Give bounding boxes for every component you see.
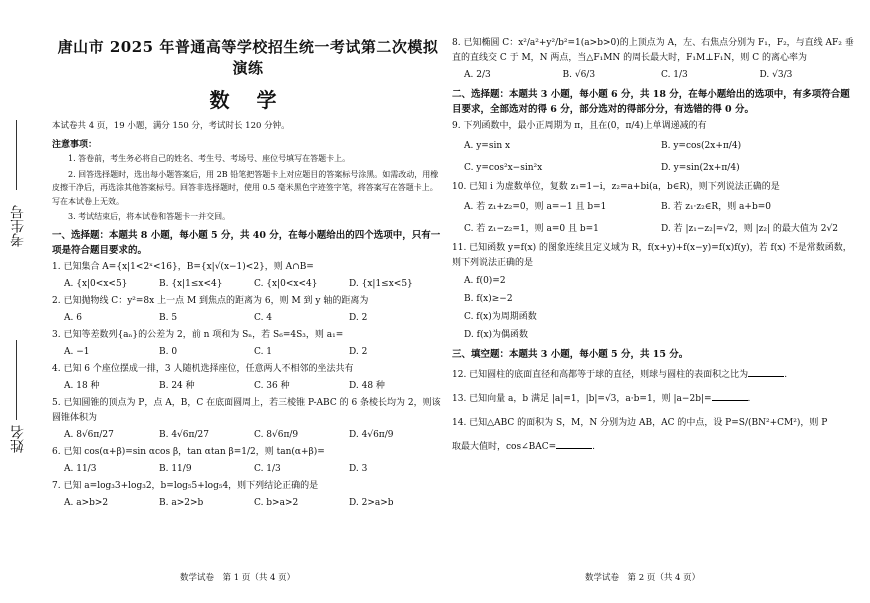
notice-heading: 注意事项： bbox=[52, 140, 98, 150]
option: A. 18 种 bbox=[64, 380, 100, 391]
question-4: 4. 已知 6 个座位摆成一排，3 人随机选择座位，任意两人不相邻的坐法共有 bbox=[52, 363, 354, 374]
question-3: 3. 已知等差数列{aₙ}的公差为 2，前 n 项和为 Sₙ，若 S₆=4S₃，则 a₁= bbox=[52, 329, 344, 340]
section-3-heading: 三、填空题：本题共 3 小题，每小题 5 分，共 15 分。 bbox=[452, 349, 689, 360]
notice-item: 3. 考试结束后，将本试卷和答题卡一并交回。 bbox=[68, 212, 231, 221]
option: A. f(0)=2 bbox=[464, 276, 506, 286]
subject-title: 数 学 bbox=[209, 88, 287, 112]
option: D. {x|1≤x<5} bbox=[349, 278, 413, 289]
option: B. √6/3 bbox=[562, 70, 596, 80]
student-id-label: 考生号 bbox=[10, 205, 26, 247]
option: D. 2>a>b bbox=[349, 497, 394, 508]
name-line bbox=[16, 340, 17, 420]
footer-page-1: 数学试卷 第 1 页（共 4 页） bbox=[180, 573, 296, 583]
option: A. −1 bbox=[64, 346, 90, 357]
options-4 bbox=[52, 379, 444, 394]
question-12: 12. 已知圆柱的底面直径和高都等于球的直径，则球与圆柱的表面积之比为 . bbox=[452, 364, 858, 386]
options-10-row-2 bbox=[452, 219, 858, 239]
options-7 bbox=[52, 496, 444, 511]
option: B. {x|1≤x<4} bbox=[159, 278, 223, 289]
option: B. 4√6π/27 bbox=[159, 429, 209, 440]
option: D. √3/3 bbox=[759, 70, 793, 80]
question-14: 14. 已知△ABC 的面积为 S，M，N 分别为边 AB，AC 的中点，设 P=S/(BN²+CM²)，则 P bbox=[452, 418, 828, 428]
option: D. 4√6π/9 bbox=[349, 429, 394, 440]
answer-blank bbox=[712, 391, 748, 401]
options-8 bbox=[452, 68, 858, 83]
options-9-row-2 bbox=[452, 158, 858, 178]
option: D. 3 bbox=[349, 463, 368, 474]
exam-meta: 本试卷共 4 页，19 小题，满分 150 分，考试时长 120 分钟。 bbox=[52, 121, 290, 131]
options-1 bbox=[52, 277, 444, 292]
right-column bbox=[452, 0, 858, 458]
option: A. 11/3 bbox=[64, 463, 97, 474]
option: C. 1/3 bbox=[661, 70, 688, 80]
option: C. 1/3 bbox=[254, 463, 281, 474]
option: B. 5 bbox=[159, 312, 178, 323]
option: A. 8√6π/27 bbox=[64, 429, 114, 440]
name-label: 姓名 bbox=[10, 425, 26, 453]
options-10-row-1 bbox=[452, 197, 858, 217]
question-10: 10. 已知 i 为虚数单位，复数 z₁=1−i，z₂=a+bi(a，b∈R)，则下列说法正确的是 bbox=[452, 182, 780, 192]
question-7: 7. 已知 a=log₃3+log₃2，b=log₅5+log₅4，则下列结论正确的是 bbox=[52, 480, 319, 491]
option: C. 1 bbox=[254, 346, 273, 357]
option: D. 48 种 bbox=[349, 380, 385, 391]
option: D. f(x)为偶函数 bbox=[464, 330, 529, 340]
options-2 bbox=[52, 311, 444, 326]
question-13: 13. 已知向量 a，b 满足 |a|=1，|b|=√3，a·b=1，则 |a−2b|= . bbox=[452, 388, 858, 410]
section-2-heading: 二、选择题：本题共 3 小题，每小题 6 分，共 18 分，在每小题给出的选项中，有多项符合题目要求，全部选对的得 6 分，部分选对的得部分分，有选错的得 0 分。 bbox=[452, 89, 850, 115]
section-1-heading: 一、选择题：本题共 8 小题，每小题 5 分，共 40 分，在每小题给出的四个选项中，只有一项是符合题目要求的。 bbox=[52, 229, 441, 256]
binding-margin bbox=[0, 0, 42, 603]
question-13-stem: 13. 已知向量 a，b 满足 |a|=1，|b|=√3，a·b=1，则 |a−2b|= bbox=[452, 394, 712, 404]
question-9: 9. 下列函数中，最小正周期为 π，且在(0，π/4)上单调递减的有 bbox=[452, 121, 707, 131]
option: C. f(x)为周期函数 bbox=[464, 312, 537, 322]
option: C. y=cos²x−sin²x bbox=[464, 163, 543, 173]
option: A. {x|0<x<5} bbox=[64, 278, 128, 289]
option: C. {x|0<x<4} bbox=[254, 278, 318, 289]
answer-blank bbox=[556, 439, 592, 449]
option: B. 24 种 bbox=[159, 380, 195, 391]
option: A. 2/3 bbox=[464, 70, 491, 80]
option: D. y=sin(2x+π/4) bbox=[661, 163, 740, 173]
option: D. 若 |z₁−z₂|=√2，则 |z₂| 的最大值为 2√2 bbox=[661, 224, 838, 234]
question-14-cont: 取最大值时，cos∠BAC= . bbox=[452, 436, 858, 458]
question-1: 1. 已知集合 A={x|1<2ˣ<16}，B={x|√(x−1)<2}，则 A∩B= bbox=[52, 261, 314, 272]
options-5 bbox=[52, 428, 444, 443]
option: A. y=sin x bbox=[464, 141, 511, 151]
option: B. a>2>b bbox=[159, 497, 204, 508]
option: D. 2 bbox=[349, 346, 368, 357]
question-12-stem: 12. 已知圆柱的底面直径和高都等于球的直径，则球与圆柱的表面积之比为 bbox=[452, 370, 749, 380]
option: D. 2 bbox=[349, 312, 368, 323]
option: A. a>b>2 bbox=[64, 497, 109, 508]
option: C. 若 z₁−z₂=1，则 a=0 且 b=1 bbox=[464, 224, 599, 234]
answer-blank bbox=[748, 367, 784, 377]
option: A. 6 bbox=[64, 312, 82, 323]
question-5: 5. 已知圆锥的顶点为 P，点 A，B，C 在底面圆周上，若三棱锥 P-ABC 的 6 条棱长均为 2，则该圆锥体积为 bbox=[52, 397, 441, 423]
option: B. 若 z₁·z₂∈R，则 a+b=0 bbox=[661, 202, 771, 212]
question-14-stem: 取最大值时，cos∠BAC= bbox=[452, 442, 557, 452]
option: B. y=cos(2x+π/4) bbox=[661, 141, 742, 151]
option: C. b>a>2 bbox=[254, 497, 299, 508]
options-6 bbox=[52, 462, 444, 477]
option: C. 4 bbox=[254, 312, 273, 323]
option: C. 8√6π/9 bbox=[254, 429, 299, 440]
left-column bbox=[52, 0, 444, 511]
question-2: 2. 已知抛物线 C：y²=8x 上一点 M 到焦点的距离为 6，则 M 到 y 轴的距离为 bbox=[52, 295, 369, 306]
option: C. 36 种 bbox=[254, 380, 290, 391]
notice-item: 1. 答卷前，考生务必将自己的姓名、考生号、考场号、座位号填写在答题卡上。 bbox=[68, 154, 351, 163]
options-3 bbox=[52, 345, 444, 360]
option: B. f(x)≥−2 bbox=[464, 294, 513, 304]
question-11: 11. 已知函数 y=f(x) 的图象连续且定义域为 R，f(x+y)+f(x−y)=f(x)f(y)，若 f(x) 不是常数函数，则下列说法正确的是 bbox=[452, 243, 852, 268]
question-6: 6. 已知 cos(α+β)=sin αcos β，tan αtan β=1/2，则 tan(α+β)= bbox=[52, 446, 325, 457]
option: B. 11/9 bbox=[159, 463, 192, 474]
footer-page-2: 数学试卷 第 2 页（共 4 页） bbox=[585, 573, 701, 583]
question-8: 8. 已知椭圆 C：x²/a²+y²/b²=1(a>b>0)的上顶点为 A，左、右焦点分别为 F₁，F₂，与直线 AF₂ 垂直的直线交 C 于 M，N 两点，当△F₁MN 的周长最大时，F₁M⊥F₁N，则 C 的离心率为 bbox=[452, 38, 854, 63]
notice-item: 2. 回答选择题时，选出每小题答案后，用 2B 铅笔把答题卡上对应题目的答案标号涂黑。如需改动，用橡皮擦干净后，再选涂其他答案标号。回答非选择题时，使用 0.5 毫米黑色字迹签字笔，将答案写在答题卡上。写在本试卷上无效。 bbox=[52, 169, 439, 206]
options-9-row-1 bbox=[452, 136, 858, 156]
exam-title: 唐山市 2025 年普通高等学校招生统一考试第二次模拟演练 bbox=[57, 38, 439, 77]
option: B. 0 bbox=[159, 346, 178, 357]
option: A. 若 z₁+z₂=0，则 a=−1 且 b=1 bbox=[464, 202, 607, 212]
student-id-line bbox=[16, 120, 17, 190]
